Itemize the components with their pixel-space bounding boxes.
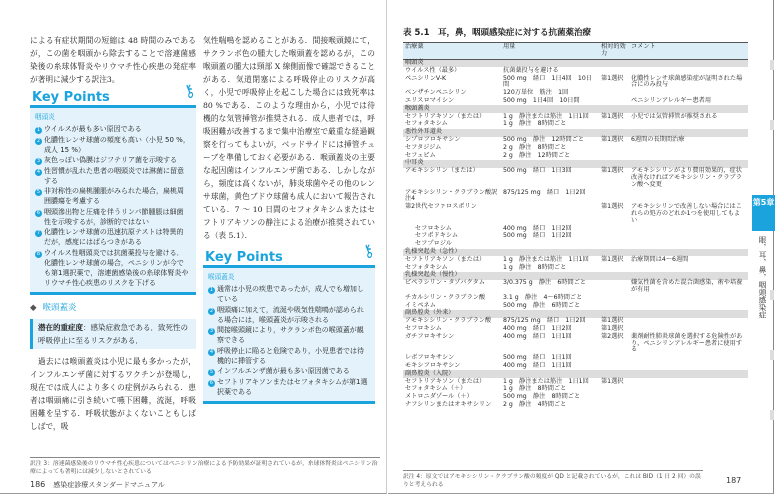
comment-cell: アモキシシリンがより費用効果的，症状改善なければアモキシシリン・クラブラン酸へ変更 — [631, 167, 742, 188]
key-point-item — [35, 227, 190, 247]
column-header: 治療薬 — [403, 43, 501, 60]
table-footnote: 訳注 4：原文ではアモキシシリン・クラブラン酸の頻度が QD と記載されているが，これは BID（1 日 2 回）の誤りと考えられる — [403, 470, 703, 489]
efficacy-cell — [599, 233, 629, 241]
efficacy-cell — [599, 280, 629, 295]
comment-cell — [629, 152, 748, 160]
comment-cell: 小児では気管挿管が推奨される — [631, 112, 718, 120]
comment-cell — [629, 355, 748, 363]
efficacy-cell — [599, 401, 629, 409]
antibiotic-table — [403, 42, 748, 409]
dose-cell: 1 g 静注または筋注 1日1回 — [503, 112, 589, 120]
key-point-text: 化膿性レンサ球菌の迅速抗原テストは特異的だが，感度にはばらつきがある — [44, 228, 184, 246]
number-badge-icon: 3 — [36, 158, 41, 164]
comment-cell: 治療期間は4〜6週間 — [631, 255, 689, 263]
dose-cell: 400 mg 経口 1日1回 — [503, 332, 572, 340]
table-row — [403, 75, 748, 90]
dose-cell: 2 g 静注 12時間ごと — [503, 151, 571, 159]
dose-cell: 500 mg 1日4回 10日間 — [503, 97, 580, 105]
table-row — [403, 113, 748, 121]
efficacy-cell — [599, 294, 629, 302]
comment-cell — [629, 401, 748, 409]
efficacy-cell: 第1選択 — [601, 203, 624, 211]
efficacy-cell: 第1選択 — [601, 317, 624, 325]
efficacy-cell — [599, 241, 629, 249]
number-badge-icon: 7 — [36, 230, 41, 236]
efficacy-cell — [599, 98, 629, 106]
key-points-box-epiglottitis — [203, 240, 378, 404]
drug-cell: セフトリアキソン（または） — [405, 255, 486, 263]
efficacy-cell — [599, 264, 629, 272]
comment-cell — [629, 241, 748, 249]
intro-paragraph: による有症状期間の短縮は 48 時間のみであるが，この菌を咽頭から除去することで溶連菌感染後の糸球体腎炎やリウマチ性心疾患の発症率が著明に減少する訳注3。 — [30, 36, 196, 84]
efficacy-cell — [599, 152, 629, 160]
table-title: 表 5.1 耳，鼻，咽頭感染症に対する抗菌薬治療 — [403, 28, 592, 38]
body-paragraph-col2: 気性喘鳴を認めることがある．間接喉頭鏡にて，サクランボ色の腫大した喉頭蓋を認めるが，この喉頭蓋の腫大は頸部 X 線側面像で確認できることがある．気道閉塞による呼吸停止のリスクが高く，小児で呼吸停止を起こした場合には致死率は 80 %である．このような理由から，小児では待機的な気管挿管が推奨される．成人患者では，呼吸困難が改善するまで集中治療室で厳重な経過観察を行ってもよいが，ベッドサイドには挿管チューブを準備しておく必要がある．喉頭蓋炎の主要な起因菌はインフルエンザ菌である．しかしながら，頻度は高くないが，肺炎球菌やその他のレンサ球菌，黄色ブドウ球菌も成人において報告されている．7 〜 10 日間のセフォタキシムまたはセフトリアキソンの静注による治療が推奨されている（表 5.1）． — [203, 36, 375, 240]
key-point-item — [35, 135, 190, 155]
drug-cell: アモキシシリン（または） — [405, 167, 479, 175]
index-tab-marker — [770, 350, 774, 360]
drug-cell: セフォタキシム（＋） — [405, 385, 467, 393]
key-icon: ⚷ — [177, 80, 199, 103]
number-badge-icon: 8 — [36, 250, 41, 257]
key-point-item — [35, 207, 190, 227]
drug-cell: アモキシシリン・クラブラン酸 — [405, 317, 492, 325]
efficacy-cell — [599, 362, 629, 370]
key-points-header — [30, 80, 199, 108]
comment-cell — [629, 318, 748, 326]
table-row — [403, 294, 748, 302]
key-point-text: 咽頭滲出物と圧痛を伴うリンパ節腫脹は細菌性を示唆するが，診断的ではない — [44, 207, 184, 226]
drug-cell: セフタジジム — [405, 143, 442, 151]
dose-cell: 3.1 g 静注 4〜6時間ごと — [503, 293, 583, 301]
index-tab-marker — [770, 120, 774, 130]
comment-cell — [629, 189, 748, 204]
dose-cell: 875/125 mg 経口 1日2回 — [503, 317, 586, 325]
comment-cell — [629, 394, 748, 402]
efficacy-cell: 第1選択 — [601, 255, 624, 263]
efficacy-cell — [599, 355, 629, 363]
key-point-text: 咽頭痛に加えて，流涎や吸気性喘鳴が認められる場合には，喉頭蓋炎が示唆される — [217, 305, 364, 324]
key-points-list — [203, 284, 375, 401]
drug-cell: ペニシリンV-K — [405, 74, 447, 82]
drug-cell: セフォタキシム — [405, 120, 448, 128]
section-label: 中耳炎 — [403, 160, 748, 168]
key-point-text: ウイルス性咽頭炎では抗菌薬投与を避ける．化膿性レンサ球菌の場合，ペニシリンが今でも第1選択薬で，溶連菌感染後の糸球体腎炎やリウマチ性心疾患のリスクを下げる — [44, 248, 189, 287]
comment-cell: 6週間の長期間治療 — [631, 136, 685, 144]
page-number: 187 — [726, 476, 742, 485]
key-point-item — [208, 325, 369, 345]
table-row — [403, 144, 748, 152]
diamond-icon: ◆ — [30, 303, 37, 313]
table-row — [403, 233, 748, 241]
key-point-text: 非対称性の扁桃腫脹がみられた場合，扁桃周囲膿瘍を考慮する — [44, 187, 184, 205]
key-point-text: 灰色っぽい偽膜はジフテリア菌を示唆する — [44, 156, 177, 164]
left-page — [0, 0, 387, 494]
dose-cell: 2 g 静注 4時間ごと — [503, 400, 567, 408]
dose-cell: 1 g 静注または筋注 1日1回 — [503, 377, 589, 385]
drug-cell: セフェピム — [405, 151, 436, 159]
key-point-text: 間接喉頭鏡により，サクランボ色の喉頭蓋が観察できる — [217, 326, 364, 344]
drug-cell: エリスロマイシン — [405, 97, 455, 105]
footnote: 訳注 3：溶連菌感染後のリウマチ性心疾患についてはペニシリン治療による予防効果が証明されているが，糸球体腎炎はペニシリン治療によっても著明には減少しないとされている — [30, 457, 380, 476]
comment-cell — [629, 144, 748, 152]
key-point-text: インフルエンザ菌が最も多い原因菌である — [217, 367, 350, 375]
index-tab-marker — [770, 60, 774, 70]
dose-cell: 500 mg 経口 1日2回 — [503, 232, 572, 240]
key-icon: ⚷ — [356, 240, 378, 263]
key-point-item — [208, 305, 369, 325]
key-points-list — [30, 124, 196, 292]
efficacy-cell — [599, 225, 629, 233]
efficacy-cell: 第1選択 — [601, 112, 624, 120]
comment-cell — [629, 386, 748, 394]
drug-cell: 第2世代セファロスポリン — [405, 203, 477, 211]
efficacy-cell: 第1選択 — [601, 136, 624, 144]
number-badge-icon: 5 — [209, 369, 214, 375]
key-points-box-pharyngitis — [30, 80, 199, 295]
efficacy-cell — [599, 394, 629, 402]
key-point-item — [35, 124, 190, 134]
key-point-text: 通常は小児の疾患であったが，成人でも増加している — [217, 285, 364, 303]
efficacy-cell: 第1選択 — [601, 74, 624, 82]
table-row — [403, 333, 748, 354]
dose-cell: 500 mg 経口 1日1回 — [503, 354, 572, 362]
key-point-text: 化膿性レンサ球菌の頻度も高い（小児 50 %，成人 15 %） — [44, 135, 190, 154]
comment-cell — [629, 264, 748, 272]
drug-cell: ウイルス性（最多） — [405, 66, 461, 74]
table-row — [403, 137, 748, 145]
efficacy-cell — [599, 386, 629, 394]
drug-cell: モキシフロキサシン — [405, 361, 461, 369]
table-row — [403, 318, 748, 326]
key-points-header — [203, 240, 378, 268]
drug-cell: セフロキシム — [415, 224, 452, 232]
severity-text: ：感染症救急である．致死性の呼吸停止に至るリスクがある． — [38, 323, 188, 345]
efficacy-cell: 第2選択 — [601, 332, 624, 340]
page-footer — [30, 480, 165, 490]
dose-cell: 400 mg 経口 1日2回 — [503, 224, 572, 232]
number-badge-icon: 5 — [36, 189, 41, 195]
section-label: 乳様突起炎（急性） — [403, 249, 748, 257]
severity-label: 潜在的重症度 — [38, 323, 83, 332]
drug-cell: ピペラシリン・タゾバクタム — [405, 279, 485, 287]
left-column-2 — [203, 34, 378, 404]
dose-cell: 500 mg 経口 1日3回 — [503, 167, 572, 175]
left-column-1 — [30, 34, 199, 433]
drug-cell: セフロキシム — [405, 324, 442, 332]
section-label: 副鼻腔炎（外来） — [403, 310, 748, 318]
dose-cell: 1 g 静注 8時間ごと — [503, 263, 567, 271]
comment-cell — [629, 294, 748, 302]
key-point-item — [208, 346, 369, 366]
drug-cell: セフトリアキソン（または） — [405, 112, 486, 120]
body-paragraph: 過去には喉頭蓋炎は小児に最も多かったが，インフルエンザ菌に対するワクチンが登場し，現在では成人により多くの症例がみられる．患者は咽頭痛に引き続いて嚥下困難，流涎，呼吸困難を呈する．呼吸状態がよくないこともしばしばで，吸 — [30, 357, 196, 431]
drug-cell: レボフロキサシン — [405, 354, 455, 362]
efficacy-cell — [599, 302, 629, 310]
key-point-item — [208, 366, 369, 376]
key-point-item — [35, 248, 190, 288]
efficacy-cell — [599, 189, 629, 204]
table-row — [403, 152, 748, 160]
key-point-text: 性習慣が乱れた患者の咽頭炎では淋菌に留意する — [44, 166, 184, 185]
drug-cell: イミペネム — [405, 301, 436, 309]
column-header: 用量 — [501, 43, 599, 60]
comment-cell: 薬剤耐性肺炎球菌を選択する危険性があり，ペニシリンアレルギー患者に使用する — [631, 332, 743, 354]
key-points-title: Key Points — [205, 250, 283, 265]
drug-cell: チカルシリン・クラブラン酸 — [405, 293, 486, 301]
column-header: コメント — [629, 43, 748, 60]
dose-cell: 500 mg 静注 8時間ごと — [503, 393, 581, 401]
comment-cell: 嫌気性菌を含めた混合菌感染，術や培養が有用 — [631, 279, 743, 293]
table-row — [403, 189, 748, 204]
number-badge-icon: 2 — [36, 137, 41, 144]
chapter-title-vertical: 眼，耳，鼻，咽頭感染症 — [758, 236, 767, 319]
drug-cell: ベンザチンペニシリン — [405, 89, 467, 97]
table-row — [403, 98, 748, 106]
comment-cell — [629, 121, 748, 129]
table-row — [403, 204, 748, 225]
table-row — [403, 168, 748, 189]
key-point-item — [35, 186, 190, 206]
drug-cell: セフプロジル — [415, 240, 452, 248]
efficacy-cell — [599, 90, 629, 98]
efficacy-cell — [599, 144, 629, 152]
efficacy-cell: 第1選択 — [601, 377, 624, 385]
efficacy-cell: 第1選択 — [601, 167, 624, 175]
drug-cell: セフォタキシム — [405, 263, 448, 271]
number-badge-icon: 1 — [209, 287, 214, 293]
section-label: 乳様突起炎（慢性） — [403, 272, 748, 280]
dose-cell: 2 g 静注 8時間ごと — [503, 143, 567, 151]
comment-cell — [629, 225, 748, 233]
section-label: 喉頭蓋炎 — [403, 105, 748, 113]
dose-cell: 400 mg 経口 1日2回 — [503, 324, 572, 332]
table-section-row — [403, 105, 748, 113]
table-section-row — [403, 370, 748, 378]
key-points-subtitle: 喉頭蓋炎 — [208, 273, 235, 281]
comment-cell: アモキシシリンで改善しない場合にはこれらの処方のどれか1つを使用してもよい — [631, 203, 742, 224]
dose-cell: 3/0.375 g 静注 6時間ごと — [503, 279, 587, 287]
number-badge-icon: 4 — [209, 348, 214, 355]
table-row — [403, 401, 748, 409]
dose-cell: 1 g 静注 8時間ごと — [503, 385, 567, 393]
comment-cell — [629, 378, 748, 386]
page-number: 186 — [30, 480, 46, 489]
key-points-title: Key Points — [32, 90, 110, 105]
dose-cell: 400 mg 経口 1日1回 — [503, 361, 572, 369]
severity-callout — [30, 319, 196, 349]
chapter-tab[interactable]: 第5章 — [752, 195, 775, 231]
number-badge-icon: 4 — [36, 168, 41, 175]
dose-cell — [501, 241, 599, 249]
section-title: 喉頭蓋炎 — [42, 303, 77, 313]
dose-cell: 500 mg 経口 1日4回 10日間 — [503, 74, 592, 89]
drug-cell: ナフシリンまたはオキサシリン — [405, 400, 492, 408]
section-heading — [30, 303, 196, 314]
key-points-subtitle: 咽頭炎 — [35, 113, 55, 121]
drug-cell: セフトリアキソン（または） — [405, 377, 486, 385]
right-page — [388, 0, 774, 494]
dose-cell: 1 g 静注または筋注 1日1回 — [503, 255, 589, 263]
key-point-text: セフトリアキソンまたはセフォタキシムが第1選択薬である — [217, 377, 368, 396]
drug-cell: セフポドキシム — [415, 232, 459, 240]
dose-cell: 500 mg 静注 12時間ごと — [503, 136, 585, 144]
number-badge-icon: 3 — [209, 328, 214, 334]
comment-cell — [629, 233, 748, 241]
number-badge-icon: 6 — [36, 209, 41, 216]
drug-cell: アモキシシリン・クラブラン酸訳注4 — [405, 188, 498, 203]
comment-cell: 化膿性レンサ球菌感染症が証明された場合にのみ投与 — [631, 74, 743, 89]
dose-cell: 500 mg 静注 6時間ごと — [503, 301, 581, 309]
column-header: 相対的効力 — [599, 43, 629, 60]
drug-cell: ガチフロキサシン — [405, 332, 455, 340]
section-label: 悪性外耳道炎 — [403, 129, 748, 137]
table-row — [403, 280, 748, 295]
table-row — [403, 121, 748, 129]
number-badge-icon: 6 — [209, 379, 214, 386]
dose-cell: 875/125 mg 経口 1日2回 — [503, 188, 586, 196]
key-point-item — [35, 166, 190, 186]
number-badge-icon: 2 — [209, 307, 214, 314]
key-point-item — [208, 284, 369, 304]
book-title: 感染症診療スタンダードマニュアル — [53, 481, 165, 489]
key-point-text: 呼吸停止に陥ると危険であり，小児患者では待機的に挿管する — [217, 346, 364, 365]
comment-cell — [629, 362, 748, 370]
efficacy-cell — [599, 121, 629, 129]
key-point-item — [35, 155, 190, 165]
index-tab-marker — [770, 410, 774, 420]
dose-cell — [501, 204, 599, 225]
dose-cell: 抗菌薬投与を避ける — [503, 66, 559, 74]
comment-cell: ペニシリンアレルギー患者用 — [631, 97, 712, 105]
section-label: 副鼻腔炎（入院） — [403, 370, 748, 378]
dose-cell: 1 g 静注 8時間ごと — [503, 120, 567, 128]
table-header-row — [403, 43, 748, 60]
key-point-text: ウイルスが最も多い原因である — [44, 125, 142, 133]
comment-cell — [629, 302, 748, 310]
number-badge-icon: 1 — [36, 127, 41, 133]
table-row — [403, 256, 748, 264]
drug-cell: メトロニダゾール（＋） — [405, 393, 473, 401]
drug-cell: シプロフロキサシン — [405, 136, 461, 144]
key-point-item — [208, 377, 369, 397]
efficacy-cell: 第1選択 — [601, 324, 624, 332]
dose-cell: 120万単位 筋注 1回 — [503, 89, 569, 97]
section-label: 咽頭炎 — [403, 59, 748, 67]
index-tab-marker — [770, 290, 774, 300]
